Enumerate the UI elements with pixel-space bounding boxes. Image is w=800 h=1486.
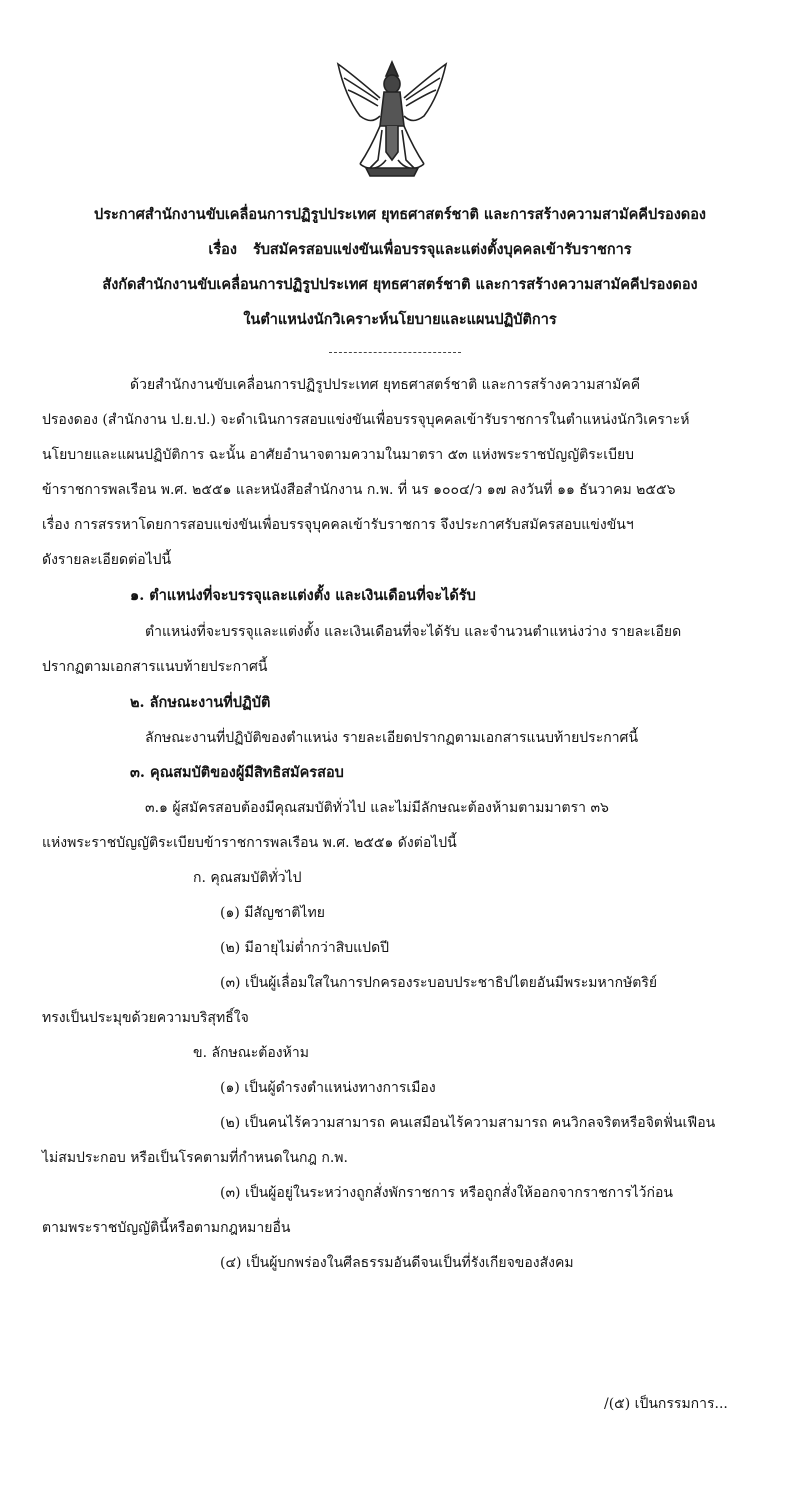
general-item-3-cont: ทรงเป็นประมุขด้วยความบริสุทธิ์ใจ: [42, 1010, 249, 1026]
intro-line: ปรองดอง (สำนักงาน ป.ย.ป.) จะดำเนินการสอบแข่งขันเพื่อบรรจุบุคคลเข้ารับราชการในตำแหน่งนักวิเคราะห์: [42, 412, 690, 428]
header-line-1: ประกาศสำนักงานขับเคลื่อนการปฏิรูปประเทศ ยุทธศาสตร์ชาติ และการสร้างความสามัคคีปรองดอง: [93, 206, 706, 223]
continuation-footer: /(๕) เป็นกรรมการ...: [604, 1396, 728, 1412]
header-line-4: ในตำแหน่งนักวิเคราะห์นโยบายและแผนปฏิบัติการ: [243, 311, 557, 328]
general-item-3: (๓) เป็นผู้เลื่อมใสในการปกครองระบอบประชาธิปไตยอันมีพระมหากษัตริย์: [220, 975, 658, 991]
general-qualifications-title: ก. คุณสมบัติทั่วไป: [193, 870, 302, 886]
prohibited-title: ข. ลักษณะต้องห้าม: [193, 1045, 309, 1061]
section-1-body: ตำแหน่งที่จะบรรจุและแต่งตั้ง และเงินเดือนที่จะได้รับ และจำนวนตำแหน่งว่าง รายละเอียด: [145, 624, 682, 640]
subject-text: รับสมัครสอบแข่งขันเพื่อบรรจุและแต่งตั้งบุคคลเข้ารับราชการ: [252, 241, 632, 258]
subject-label: เรื่อง: [208, 241, 237, 258]
header-subject: [20, 238, 800, 261]
section-2-body: ลักษณะงานที่ปฏิบัติของตำแหน่ง รายละเอียดปรากฏตามเอกสารแนบท้ายประกาศนี้: [145, 730, 639, 746]
intro-line: นโยบายและแผนปฏิบัติการ ฉะนั้น อาศัยอำนาจตามความในมาตรา ๕๓ แห่งพระราชบัญญัติระเบียบ: [42, 447, 635, 463]
prohibited-item-4: (๔) เป็นผู้บกพร่องในศีลธรรมอันดีจนเป็นที่รังเกียจของสังคม: [220, 1255, 574, 1271]
section-3-1-text: ๓.๑ ผู้สมัครสอบต้องมีคุณสมบัติทั่วไป และไม่มีลักษณะต้องห้ามตามมาตรา ๓๖: [145, 800, 609, 816]
section-1-body: ปรากฏตามเอกสารแนบท้ายประกาศนี้: [42, 659, 268, 675]
section-1-title: ๑. ตำแหน่งที่จะบรรจุและแต่งตั้ง และเงินเดือนที่จะได้รับ: [130, 587, 476, 604]
prohibited-item-1: (๑) เป็นผู้ดำรงตำแหน่งทางการเมือง: [220, 1080, 436, 1096]
intro-line: เรื่อง การสรรหาโดยการสอบแข่งขันเพื่อบรรจุบุคคลเข้ารับราชการ จึงประกาศรับสมัครสอบแข่งขันฯ: [42, 517, 634, 533]
prohibited-item-2-cont: ไม่สมประกอบ หรือเป็นโรคตามที่กำหนดในกฎ ก.พ.: [42, 1150, 348, 1166]
intro-line: ดังรายละเอียดต่อไปนี้: [42, 552, 172, 568]
intro-line: ด้วยสำนักงานขับเคลื่อนการปฏิรูปประเทศ ยุทธศาสตร์ชาติ และการสร้างความสามัคคี: [130, 377, 641, 393]
general-item-2: (๒) มีอายุไม่ต่ำกว่าสิบแปดปี: [220, 940, 390, 956]
header-line-3: สังกัดสำนักงานขับเคลื่อนการปฏิรูปประเทศ ยุทธศาสตร์ชาติ และการสร้างความสามัคคีปรองดอง: [102, 276, 698, 293]
section-3-1-text: แห่งพระราชบัญญัติระเบียบข้าราชการพลเรือน พ.ศ. ๒๕๕๑ ดังต่อไปนี้: [42, 835, 457, 851]
garuda-emblem-icon: [330, 56, 454, 184]
prohibited-item-3: (๓) เป็นผู้อยู่ในระหว่างถูกสั่งพักราชการ หรือถูกสั่งให้ออกจากราชการไว้ก่อน: [220, 1185, 673, 1201]
prohibited-item-2: (๒) เป็นคนไร้ความสามารถ คนเสมือนไร้ความสามารถ คนวิกลจริตหรือจิตฟั่นเฟือน: [220, 1115, 716, 1131]
section-3-title: ๓. คุณสมบัติของผู้มีสิทธิสมัครสอบ: [130, 764, 344, 781]
intro-line: ข้าราชการพลเรือน พ.ศ. ๒๕๕๑ และหนังสือสำนักงาน ก.พ. ที่ นร ๑๐๐๔/ว ๑๗ ลงวันที่ ๑๑ ธันวาคม ๒๕๕๖: [42, 482, 676, 498]
general-item-1: (๑) มีสัญชาติไทย: [220, 905, 325, 921]
header-divider: [329, 352, 461, 353]
prohibited-item-3-cont: ตามพระราชบัญญัตินี้หรือตามกฎหมายอื่น: [42, 1220, 291, 1236]
section-2-title: ๒. ลักษณะงานที่ปฏิบัติ: [130, 694, 271, 711]
